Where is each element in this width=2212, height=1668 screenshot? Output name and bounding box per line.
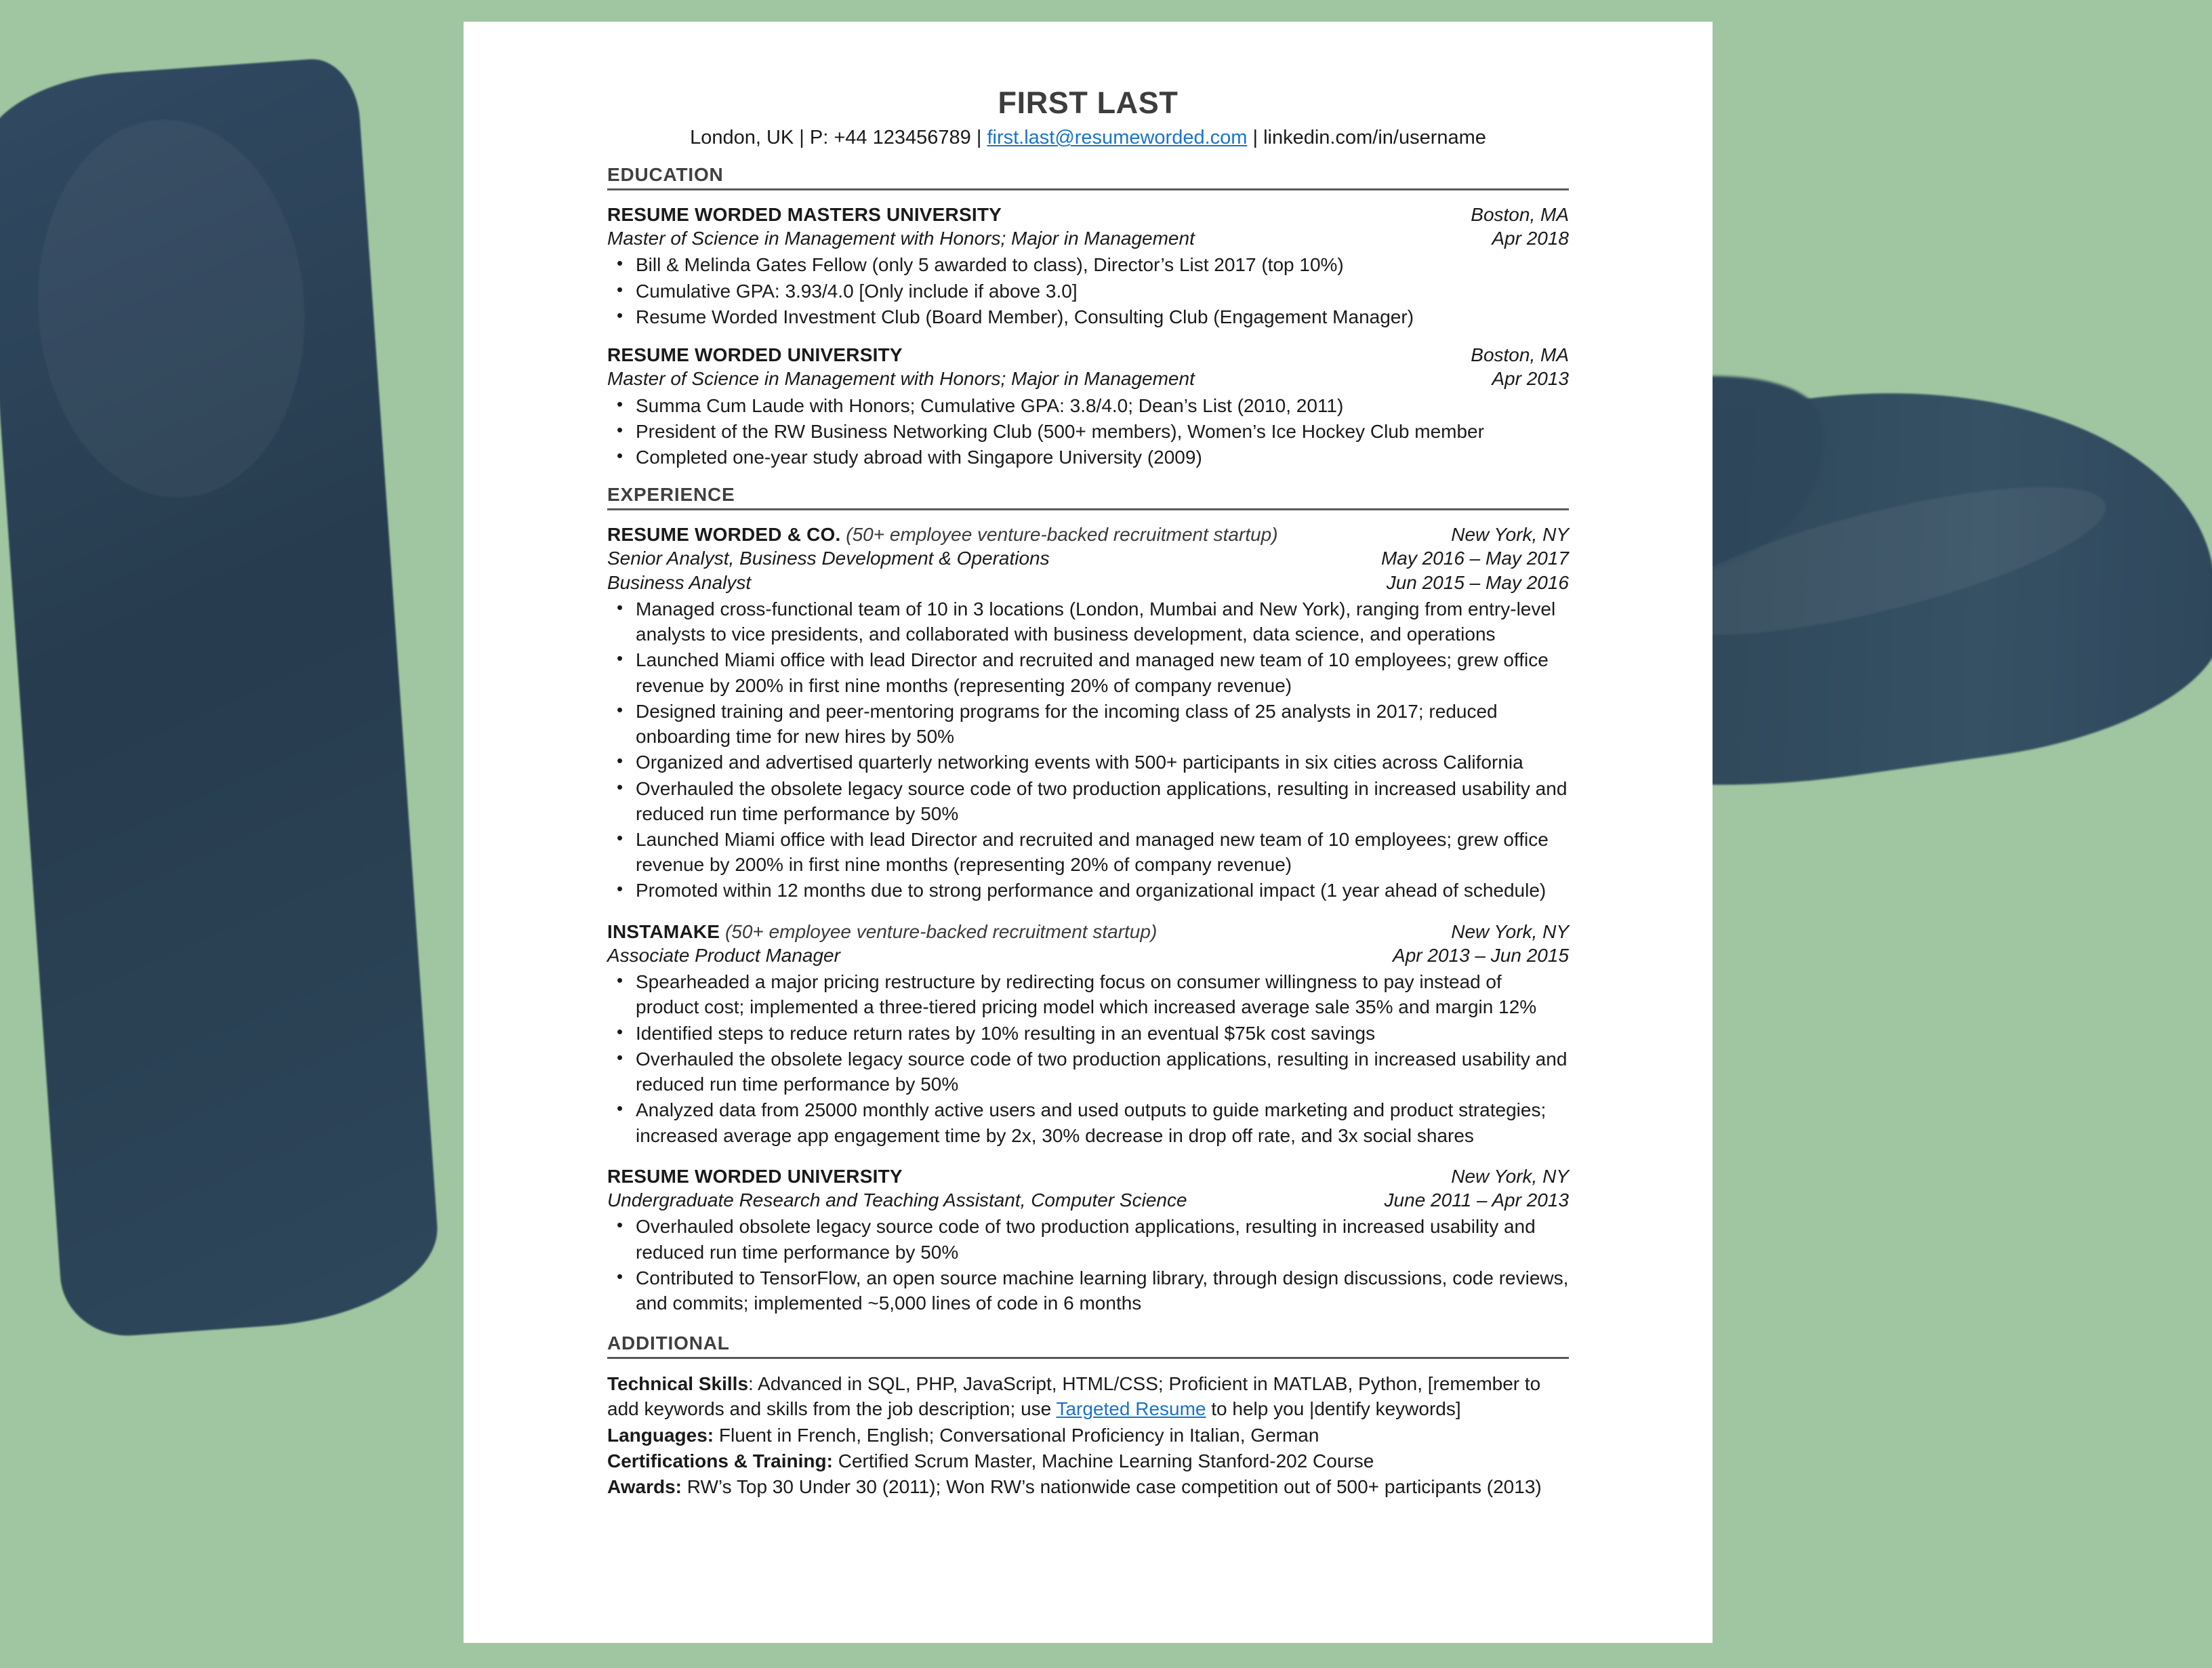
education-entry bbox=[607, 343, 1569, 470]
education-location: Boston, MA bbox=[1471, 344, 1569, 366]
entry-subheader-row bbox=[607, 943, 1569, 967]
section-divider-experience bbox=[607, 508, 1569, 510]
contact-email-link[interactable]: first.last@resumeworded.com bbox=[987, 127, 1248, 149]
section-additional bbox=[607, 1333, 1569, 1499]
experience-role-secondary: Business Analyst bbox=[607, 571, 752, 593]
experience-entry bbox=[607, 523, 1569, 903]
languages-line bbox=[607, 1423, 1569, 1448]
experience-bullets bbox=[607, 1214, 1569, 1316]
brush-stroke-left-icon bbox=[0, 56, 443, 1341]
contact-separator-2: | bbox=[970, 127, 987, 149]
list-item: • Spearheaded a major pricing restructure by redirecting focus on consumer willingness to pay instead of product cost; implemented a three-tiered pricing model which increased average sale 35% and margin 12% bbox=[607, 969, 1569, 1019]
entry-header-row bbox=[607, 203, 1569, 226]
contact-linkedin: linkedin.com/in/username bbox=[1263, 127, 1486, 149]
experience-role: Senior Analyst, Business Development & Operations bbox=[607, 548, 1050, 569]
section-heading-education: EDUCATION bbox=[607, 164, 724, 186]
technical-skills-line bbox=[607, 1371, 1569, 1421]
entry-header-row bbox=[607, 523, 1569, 546]
experience-location: New York, NY bbox=[1451, 524, 1569, 546]
technical-skills-label: Technical Skills bbox=[607, 1373, 749, 1395]
technical-skills-text-b: to help you |dentify keywords] bbox=[1206, 1398, 1461, 1420]
entry-subheader-row bbox=[607, 226, 1569, 250]
list-item: • Launched Miami office with lead Director and recruited and managed new team of 10 employees; grew office revenue by 200% in first nine months (representing 20% of company revenue) bbox=[607, 647, 1569, 697]
section-education bbox=[607, 165, 1569, 470]
education-degree: Master of Science in Management with Honors; Major in Management bbox=[607, 228, 1195, 249]
education-bullets bbox=[607, 252, 1569, 329]
list-item: • Summa Cum Laude with Honors; Cumulative GPA: 3.8/4.0; Dean’s List (2010, 2011) bbox=[607, 393, 1569, 418]
list-item: • Bill & Melinda Gates Fellow (only 5 awarded to class), Director’s List 2017 (top 10%) bbox=[607, 252, 1569, 277]
experience-dates-secondary: Jun 2015 – May 2016 bbox=[1386, 571, 1569, 593]
education-location: Boston, MA bbox=[1471, 203, 1569, 225]
page-title: FIRST LAST bbox=[998, 85, 1179, 120]
list-item: • Overhauled obsolete legacy source code of two production applications, resulting in increased usability and reduced run time performance by 50% bbox=[607, 1214, 1569, 1264]
education-dates: Apr 2013 bbox=[1492, 368, 1569, 390]
list-item: • Overhauled the obsolete legacy source code of two production applications, resulting in increased usability and reduced run time performance by 50% bbox=[607, 776, 1569, 826]
list-item: • Analyzed data from 25000 monthly active users and used outputs to guide marketing and product strategies; increased average app engagement time by 2x, 30% decrease in drop off rate, and 3x social shares bbox=[607, 1097, 1569, 1147]
certifications-text: Certified Scrum Master, Machine Learning Stanford-202 Course bbox=[832, 1450, 1374, 1471]
list-item: • President of the RW Business Networking Club (500+ members), Women’s Ice Hockey Club member bbox=[607, 419, 1569, 444]
experience-org-note: (50+ employee venture-backed recruitment startup) bbox=[724, 920, 1158, 942]
entry-subheader-row-2 bbox=[607, 571, 1569, 594]
entry-header-row bbox=[607, 920, 1569, 943]
entry-subheader-row bbox=[607, 546, 1569, 570]
entry-subheader-row bbox=[607, 367, 1569, 390]
education-dates: Apr 2018 bbox=[1492, 228, 1569, 249]
entry-header-row bbox=[607, 343, 1569, 367]
experience-org: INSTAMAKE bbox=[607, 920, 720, 942]
list-item: • Cumulative GPA: 3.93/4.0 [Only include if above 3.0] bbox=[607, 279, 1569, 304]
experience-dates: Apr 2013 – Jun 2015 bbox=[1393, 944, 1569, 966]
experience-org: RESUME WORDED & CO. bbox=[607, 524, 841, 546]
resume-header bbox=[607, 87, 1569, 150]
education-org: RESUME WORDED UNIVERSITY bbox=[607, 344, 903, 366]
education-degree: Master of Science in Management with Honors; Major in Management bbox=[607, 368, 1195, 390]
list-item: • Identified steps to reduce return rates by 10% resulting in an eventual $75k cost savings bbox=[607, 1021, 1569, 1046]
education-entry bbox=[607, 203, 1569, 329]
section-divider-education bbox=[607, 188, 1569, 190]
experience-dates: June 2011 – Apr 2013 bbox=[1384, 1189, 1569, 1211]
contact-phone: P: +44 123456789 bbox=[809, 127, 971, 149]
list-item: • Overhauled the obsolete legacy source code of two production applications, resulting in increased usability and reduced run time performance by 50% bbox=[607, 1046, 1569, 1097]
experience-location: New York, NY bbox=[1451, 920, 1569, 942]
experience-location: New York, NY bbox=[1451, 1165, 1569, 1187]
list-item: • Promoted within 12 months due to strong performance and organizational impact (1 year ahead of schedule) bbox=[607, 878, 1569, 903]
awards-line bbox=[607, 1474, 1569, 1499]
experience-org-note: (50+ employee venture-backed recruitment startup) bbox=[846, 524, 1278, 546]
experience-role: Undergraduate Research and Teaching Assistant, Computer Science bbox=[607, 1189, 1187, 1211]
experience-bullets bbox=[607, 596, 1569, 903]
section-heading-additional: ADDITIONAL bbox=[607, 1333, 730, 1354]
experience-dates: May 2016 – May 2017 bbox=[1380, 548, 1569, 569]
entry-header-row bbox=[607, 1164, 1569, 1188]
section-divider-additional bbox=[607, 1357, 1569, 1359]
experience-org: RESUME WORDED UNIVERSITY bbox=[607, 1165, 903, 1187]
experience-entry bbox=[607, 920, 1569, 1148]
section-experience bbox=[607, 485, 1569, 1316]
targeted-resume-link[interactable]: Targeted Resume bbox=[1056, 1398, 1206, 1420]
list-item: • Designed training and peer-mentoring programs for the incoming class of 25 analysts in 2017; reduced onboarding time for new hires by 50% bbox=[607, 699, 1569, 749]
experience-bullets bbox=[607, 969, 1569, 1148]
technical-skills-text-a: : Advanced in SQL, PHP, JavaScript, HTML/CSS; Proficient in MATLAB, Python, [remember to add keywords and skills from the job description; use bbox=[607, 1373, 1541, 1420]
experience-entry bbox=[607, 1164, 1569, 1316]
awards-text: RW’s Top 30 Under 30 (2011); Won RW’s nationwide case competition out of 500+ participants (2013) bbox=[681, 1476, 1542, 1498]
experience-org-group bbox=[607, 920, 1157, 943]
awards-label: Awards: bbox=[607, 1476, 682, 1498]
list-item: • Contributed to TensorFlow, an open source machine learning library, through design discussions, code reviews, and commits; implemented ~5,000 lines of code in 6 months bbox=[607, 1265, 1569, 1316]
certifications-line bbox=[607, 1448, 1569, 1473]
contact-line bbox=[607, 126, 1569, 150]
education-org: RESUME WORDED MASTERS UNIVERSITY bbox=[607, 203, 1002, 225]
contact-separator-3: | bbox=[1247, 127, 1264, 149]
entry-subheader-row bbox=[607, 1188, 1569, 1212]
languages-text: Fluent in French, English; Conversational Proficiency in Italian, German bbox=[714, 1424, 1319, 1446]
certifications-label: Certifications & Training: bbox=[607, 1450, 833, 1471]
resume-page bbox=[464, 22, 1713, 1643]
contact-separator-1: | bbox=[794, 127, 810, 149]
list-item: • Managed cross-functional team of 10 in 3 locations (London, Mumbai and New York), ranging from entry-level analysts to vice presidents, and collaborated with business development, data science, and operations bbox=[607, 596, 1569, 647]
section-heading-experience: EXPERIENCE bbox=[607, 484, 735, 506]
education-bullets bbox=[607, 393, 1569, 470]
list-item: • Launched Miami office with lead Director and recruited and managed new team of 10 employees; grew office revenue by 200% in first nine months (representing 20% of company revenue) bbox=[607, 827, 1569, 877]
contact-location: London, UK bbox=[690, 127, 794, 149]
list-item: • Resume Worded Investment Club (Board Member), Consulting Club (Engagement Manager) bbox=[607, 304, 1569, 329]
languages-label: Languages: bbox=[607, 1424, 714, 1446]
list-item: • Completed one-year study abroad with Singapore University (2009) bbox=[607, 445, 1569, 470]
experience-role: Associate Product Manager bbox=[607, 944, 840, 966]
experience-org-group bbox=[607, 523, 1278, 546]
list-item: • Organized and advertised quarterly networking events with 500+ participants in six cities across California bbox=[607, 750, 1569, 775]
